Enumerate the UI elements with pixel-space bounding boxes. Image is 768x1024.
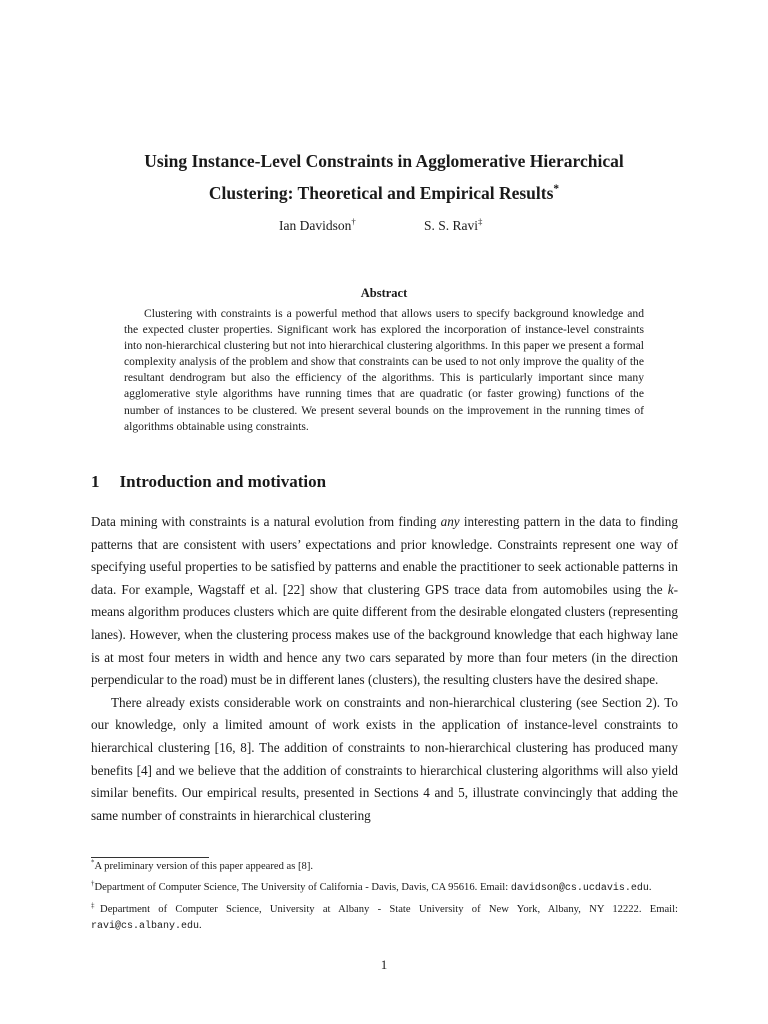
- email-address: davidson@cs.ucdavis.edu: [510, 883, 649, 895]
- footnote-text: Department of Computer Science, The University of California - Davis, Davis, CA 95616. Email:: [94, 882, 511, 894]
- emphasis: any: [440, 514, 460, 529]
- footnote-end: .: [199, 919, 202, 931]
- footnote-1: [91, 859, 678, 874]
- title-line-2-text: Clustering: Theoretical and Empirical Results: [208, 183, 554, 203]
- paragraph-2: There already exists considerable work on constraints and non-hierarchical clustering (see Section 2). To our knowledge, only a limited amount of work exists in the application of instance-level constraints to hierarchical clustering [16, 8]. The addition of constraints to non-hierarchical clustering has produced many benefits [4] and we believe that the addition of constraints to hierarchical clustering algorithms will also yield similar benefits. Our empirical results, presented in Sections 4 and 5, illustrate convincingly that adding the same number of constraints in hierarchical clustering: [91, 694, 678, 823]
- body-text: [91, 511, 678, 827]
- title-line-2: [60, 177, 708, 209]
- abstract-text: Clustering with constraints is a powerful method that allows users to specify background knowledge and the expected cluster properties. Significant work has explored the incorporation of instance-level constraints into non-hierarchical clustering but not into hierarchical clustering algorithms. In this paper we present a formal complexity analysis of the problem and show that constraints can be used to not only improve the quality of the resultant dendrogram but also the efficiency of the algorithms. This is particularly important since many agglomerative style algorithms have running times that are quadratic (or faster growing) functions of the number of instances to be clustered. We present several bounds on the improvement in the running times of algorithms obtainable using constraints.: [124, 307, 644, 433]
- math-variable: k: [667, 581, 674, 597]
- page-number: 1: [380, 957, 388, 972]
- author-name: Ian Davidson: [279, 218, 352, 233]
- section-title: Introduction and motivation: [119, 472, 327, 491]
- footnote-2: [91, 880, 678, 896]
- footnote-end: .: [648, 882, 652, 894]
- author-mark: †: [351, 216, 356, 227]
- paper-title: [60, 145, 708, 209]
- author-mark: ‡: [478, 216, 483, 227]
- paragraph-1: [91, 511, 678, 692]
- footnote-mark: ‡: [91, 902, 101, 910]
- section-number: 1: [91, 472, 100, 491]
- footnote-text: A preliminary version of this paper appeared as [8].: [94, 861, 314, 872]
- author-name: S. S. Ravi: [424, 218, 479, 233]
- text-run: Data mining with constraints is a natural evolution from finding: [91, 514, 441, 529]
- footnote-text: Department of Computer Science, University at Albany - State University of New York, Albany, NY 12222. Email:: [100, 904, 678, 916]
- abstract-heading: Abstract: [360, 286, 408, 300]
- footnote-mark: †: [91, 880, 95, 888]
- footnote-3: [91, 902, 678, 933]
- author-davidson: [279, 218, 356, 234]
- title-line-1: Using Instance-Level Constraints in Agglomerative Hierarchical: [144, 151, 624, 171]
- title-footnote-mark: *: [553, 183, 560, 196]
- email-address: ravi@cs.albany.edu: [91, 920, 200, 932]
- footnote-rule: [91, 857, 209, 858]
- footnote-mark: *: [91, 859, 95, 867]
- section-heading: [91, 472, 326, 492]
- author-ravi: [424, 218, 482, 234]
- footnotes: [91, 859, 678, 934]
- text-run: -means algorithm produces clusters which are quite different from the desirable elongated clusters (representing lanes). However, when the clustering process makes use of the background knowledge that each highway lane is at most four meters in width and hence any two cars separated by more than four meters (in the direction perpendicular to the road) must be in different lanes (clusters), the resulting clusters have the desired shape.: [91, 581, 678, 688]
- text-run: interesting pattern in the data to finding patterns that are consistent with users’ expectations and prior knowledge. Constraints represent one way of specifying useful properties to be satisfied by patterns and enable the practitioner to seek actionable patterns in data. For example, Wagstaff et al. [22] show that clustering GPS trace data from automobiles using the: [91, 514, 678, 597]
